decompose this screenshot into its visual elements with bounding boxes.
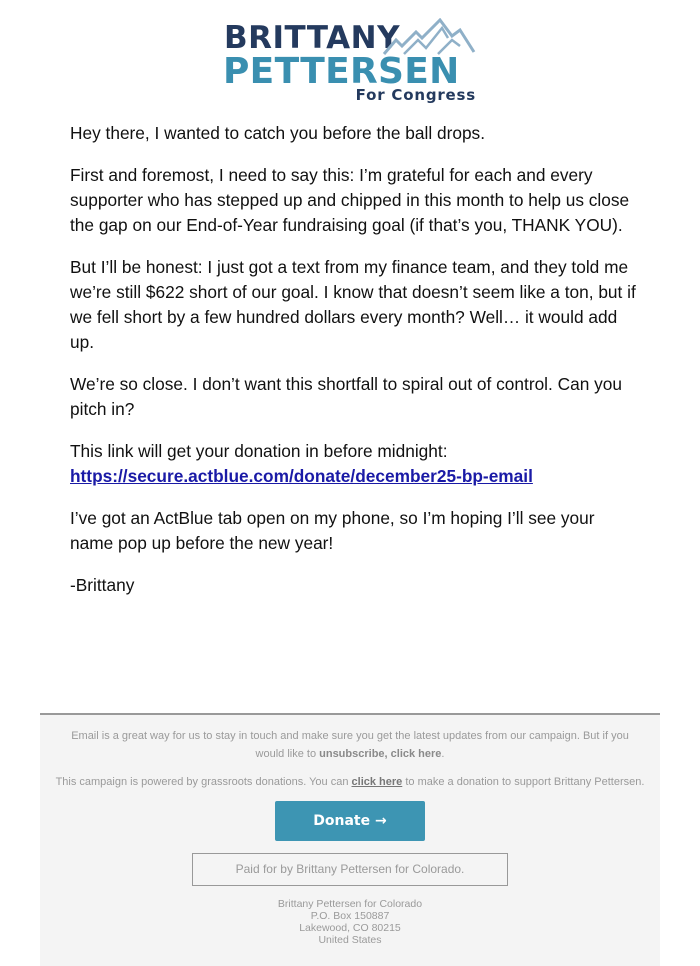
- grassroots-notice: This campaign is powered by grassroots donations. You can click here to make a donation to support Brittany Pettersen.: [55, 776, 645, 788]
- logo-last-name: PETTERSEN: [223, 51, 460, 92]
- greeting-paragraph: Hey there, I wanted to catch you before the ball drops.: [70, 123, 485, 143]
- logo-tagline: For Congress: [355, 86, 476, 104]
- signature: -Brittany: [70, 575, 135, 595]
- link-intro: This link will get your donation in before midnight:: [70, 441, 448, 461]
- shortfall-paragraph: But I’ll be honest: I just got a text from my finance team, and they told me we’re still $622 short of our goal. I know that doesn’t seem like a ton, but if we fell short by a few hundred dollars every month? Well… it would add up.: [70, 257, 636, 352]
- gratitude-paragraph: First and foremost, I need to say this: I’m grateful for each and every supporter who has stepped up and chipped in this month to help us close the gap on our End-of-Year fundraising goal (if that’s you, THANK YOU).: [70, 165, 630, 235]
- email-body: [70, 121, 640, 615]
- address-line: P.O. Box 150887: [310, 910, 390, 922]
- donation-link[interactable]: https://secure.actblue.com/donate/december25-bp-email: [70, 466, 533, 486]
- link-paragraph: [70, 439, 640, 489]
- address-line: Brittany Pettersen for Colorado: [277, 898, 423, 910]
- actblue-paragraph: I’ve got an ActBlue tab open on my phone, so I’m hoping I’ll see your name pop up before the new year!: [70, 508, 595, 553]
- campaign-logo: [222, 18, 482, 108]
- address-line: Lakewood, CO 80215: [299, 922, 401, 934]
- donate-click-here-link[interactable]: click here: [351, 776, 403, 788]
- email-footer: [40, 713, 660, 966]
- ask-paragraph: We’re so close. I don’t want this shortfall to spiral out of control. Can you pitch in?: [70, 374, 622, 419]
- address-line: United States: [318, 934, 382, 946]
- unsubscribe-notice: Email is a great way for us to stay in touch and make sure you get the latest updates from our campaign. But if you would like to unsubscribe, click here.: [71, 730, 629, 760]
- mailing-address: [40, 898, 660, 946]
- donate-button[interactable]: Donate →: [275, 801, 425, 841]
- unsubscribe-link[interactable]: unsubscribe, click here: [319, 748, 442, 760]
- paid-for-disclaimer: Paid for by Brittany Pettersen for Colorado.: [192, 853, 508, 886]
- logo-first-name: BRITTANY: [224, 20, 401, 56]
